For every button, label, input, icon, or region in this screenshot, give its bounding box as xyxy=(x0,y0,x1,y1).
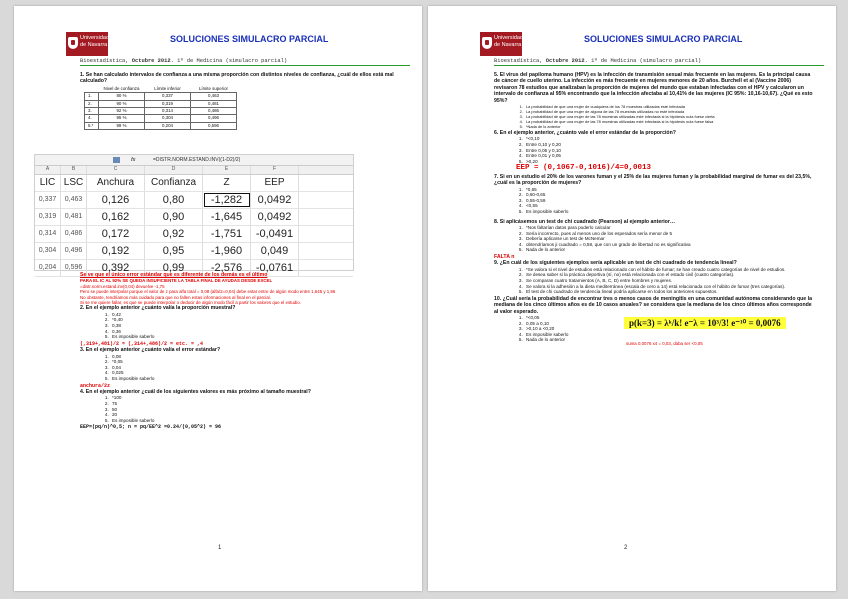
question-3-options xyxy=(80,354,400,382)
excel-cell: -2,576 xyxy=(203,260,251,276)
page1-content-lower xyxy=(80,272,400,431)
question-3-answer: anchura/2z xyxy=(80,382,111,389)
option-item: 2. *0,05 xyxy=(110,359,400,365)
excel-row xyxy=(35,192,353,209)
question-10-answer-block xyxy=(494,315,814,349)
option-item: 1. *Se valora si el nivel de estudios está relacionado con el hábito de fumar; se han creado cuatro categorías de nivel de estudios. xyxy=(524,267,814,273)
excel-header-row xyxy=(35,175,353,192)
excel-cell: 0,0492 xyxy=(251,209,299,225)
excel-column-letter: F xyxy=(251,166,299,174)
option-item: 1. *<0,05 xyxy=(524,315,814,321)
table-header-cell: Límite superior xyxy=(191,86,237,93)
excel-column-letter: D xyxy=(145,166,203,174)
question-7-options xyxy=(494,187,814,215)
excel-column-header xyxy=(35,166,353,175)
question-6-answer: EEP = (0,1067-0,1016)/4=0,0013 xyxy=(516,164,652,173)
option-item: 2. Sería incorrecto, pues al menos uno de los esperados sería menor de 5 xyxy=(524,231,814,237)
excel-cell: -1,751 xyxy=(203,226,251,242)
table-cell: 0,319 xyxy=(145,100,191,107)
table-cell: 3. xyxy=(85,108,99,115)
name-box-dropdown-icon xyxy=(113,157,120,163)
question-3: 3. En el ejemplo anterior ¿cuánto valía el error estándar? xyxy=(80,347,221,354)
course-subheader: Bioestadística, Octubre 2012. 1º de Medicina (simulacro parcial) xyxy=(80,58,410,66)
excel-cell: -1,282 xyxy=(203,192,251,208)
option-item: 5. Nada de lo anterior xyxy=(524,247,814,253)
table-cell: 2. xyxy=(85,100,99,107)
table-header-cell: Nivel de confianza xyxy=(99,86,145,93)
option-item: 4. Es imposible saberlo xyxy=(524,332,814,338)
table-cell: 0,337 xyxy=(145,93,191,100)
question-9: 9. ¿En cuál de los siguientes ejemplos sería aplicable un test de chi cuadrado de tendencia lineal? xyxy=(494,260,737,267)
option-item: 1. 0,42 xyxy=(110,312,400,318)
option-item: 1. *<0,10 xyxy=(524,136,814,142)
table-cell: 0,496 xyxy=(191,115,237,122)
excel-cell: 0,392 xyxy=(87,260,145,276)
option-item: 2. Se desea saber si la práctica deportiva (sí, no) está relacionada con el estado civil (cuatro categorías). xyxy=(524,272,814,278)
excel-cell: 0,0492 xyxy=(251,192,299,208)
excel-header-cell: Z xyxy=(203,175,251,191)
table-cell: 0,486 xyxy=(191,108,237,115)
table-cell: 92 % xyxy=(99,108,145,115)
excel-row xyxy=(35,226,353,243)
table-header-cell xyxy=(85,86,99,93)
option-item: 1. 0,08 xyxy=(110,354,400,360)
option-item: 2. 75 xyxy=(110,401,400,407)
question-10-note: suma 0,0076 x4 = 0,03, daba ser <0,05 xyxy=(626,340,703,346)
excel-cell: 0,304 xyxy=(35,243,61,259)
option-item: 4. 0,025 xyxy=(110,370,400,376)
option-item: 1. *0,65 xyxy=(524,187,814,193)
question-6-options xyxy=(494,136,814,164)
table-cell: 0,463 xyxy=(191,93,237,100)
poisson-formula: p(k=3) = λᵏ/k! e⁻λ = 10³/3! e⁻¹⁰ = 0,0076 xyxy=(624,317,786,329)
question-8: 8. Si aplicásemos un test de chi cuadrado (Pearson) al ejemplo anterior… xyxy=(494,218,676,225)
page-header xyxy=(66,32,406,58)
excel-rows xyxy=(35,192,353,277)
university-seal-icon xyxy=(482,37,492,49)
option-item: 5. Nada de lo anterior xyxy=(524,337,814,343)
page2-content xyxy=(494,72,814,349)
question-4-answer: EEP=(pq/n)^0,5; n = pq/EE^2 =0.24/(0,05^2) = 96 xyxy=(80,424,222,431)
fx-icon: fx xyxy=(131,157,136,163)
question-7: 7. Si en un estudio el 20% de los varones fuman y el 25% de las mujeres fuman y la probabilidad marginal de fumar es del 23,5%, ¿cuál es la proporción de mujeres? xyxy=(494,173,812,187)
option-item: 1. La probabilidad de que una mujer de cualquiera de los 78 muestras utilizadas esté infectada xyxy=(524,104,814,109)
question-9-options xyxy=(494,267,814,295)
option-item: 1. *Nos faltarían datos para poderlo calcular xyxy=(524,225,814,231)
excel-cell: 0,314 xyxy=(35,226,61,242)
option-item: 3. Debería aplicarse un test de McNemar xyxy=(524,236,814,242)
excel-cell: -0,0491 xyxy=(251,226,299,242)
note-1: Se ve que el único error estándar que es diferente de los demás es el último xyxy=(80,272,268,278)
excel-column-letter: B xyxy=(61,166,87,174)
option-item: 3. Se comparan cuatro tratamientos (A, B, C, D) entre hombres y mujeres. xyxy=(524,278,814,284)
option-item: 4. La probabilidad de que una mujer de las 78 muestras utilizadas esté infectada si la hipótesis nula fuese falsa xyxy=(524,119,814,124)
option-item: 3. 0,04 xyxy=(110,365,400,371)
question-2-answer: (,319+,481)/2 = (,314+,486)/2 = etc. = ,4 xyxy=(80,340,204,347)
note-6: Si se me quiere fallar, es que se puede interpolar o deducir de algún modo fácil a partir los valores que el estudio. xyxy=(80,300,301,306)
question-2: 2. En el ejemplo anterior ¿cuánto valía la proporción muestral? xyxy=(80,305,236,312)
table-cell: 80 % xyxy=(99,93,145,100)
university-seal-icon xyxy=(68,37,78,49)
table-cell: 0,596 xyxy=(191,122,237,129)
page1-content xyxy=(80,72,400,133)
course-subheader: Bioestadística, Octubre 2012. 1º de Medicina (simulacro parcial) xyxy=(494,58,824,66)
option-item: 1. *100 xyxy=(110,395,400,401)
option-item: 2. 0,05 a 0,10 xyxy=(524,321,814,327)
excel-row xyxy=(35,243,353,260)
page-header xyxy=(480,32,820,58)
excel-column-letter: A xyxy=(35,166,61,174)
excel-cell: -1,960 xyxy=(203,243,251,259)
table-row xyxy=(85,108,237,115)
excel-cell: 0,049 xyxy=(251,243,299,259)
document-title: SOLUCIONES SIMULACRO PARCIAL xyxy=(584,34,743,44)
option-item: 5. Es imposible saberlo xyxy=(110,376,400,382)
university-logo: Universidad de Navarra xyxy=(66,32,108,56)
question-4-options xyxy=(80,395,400,423)
note-2: PARA EL IC AL 92% SE QUEDA INSUFICIENTE LA TABLA FINAL DE AYUDAS DESDE EXCEL xyxy=(80,278,273,284)
excel-cell: 0,204 xyxy=(35,260,61,276)
page-number: 2 xyxy=(624,545,628,551)
excel-cell: 0,481 xyxy=(61,209,87,225)
option-item: 5. Es imposible saberlo xyxy=(110,334,400,340)
table-cell: 0,481 xyxy=(191,100,237,107)
excel-cell: 0,486 xyxy=(61,226,87,242)
table-cell: 90 % xyxy=(99,100,145,107)
excel-cell: 0,596 xyxy=(61,260,87,276)
table-row xyxy=(85,122,237,129)
excel-cell: 0,496 xyxy=(61,243,87,259)
excel-header-cell: LSC xyxy=(61,175,87,191)
question-8-options xyxy=(494,225,814,253)
excel-cell: 0,95 xyxy=(145,243,203,259)
note-3: =distr.norm.estand.inv(0,04) devuelve -1,75 xyxy=(80,283,165,289)
excel-cell: -0,0761 xyxy=(251,260,299,276)
table-cell: 1. xyxy=(85,93,99,100)
note-4: Pero se puede interpolar porque el valor de z para alfa total = 0,08 (alfa/2=0,04) debe estar entre de algún modo entre 1,645 y 1,96 xyxy=(80,289,336,295)
excel-cell: 0,99 xyxy=(145,260,203,276)
excel-cell: 0,126 xyxy=(87,192,145,208)
excel-cell: 0,319 xyxy=(35,209,61,225)
page-2 xyxy=(428,6,836,591)
excel-cell: 0,162 xyxy=(87,209,145,225)
excel-column-letter: E xyxy=(203,166,251,174)
table-cell: 99 % xyxy=(99,122,145,129)
option-item: 4. Se valora si la adhesión a la dieta mediterránea (escala de cero a 14) está relacionada con el hábito de fumar (tres categorías). xyxy=(524,284,814,290)
excel-cell: 0,80 xyxy=(145,192,203,208)
table-cell: 95 % xyxy=(99,115,145,122)
option-item: 4. obtendríamos ji cuadrado = 0,58, que con un grado de libertad no es significativa xyxy=(524,242,814,248)
question-6: 6. En el ejemplo anterior, ¿cuánto vale el error estándar de la proporción? xyxy=(494,130,676,137)
option-item: 4. 20 xyxy=(110,412,400,418)
option-item: 4. <0,55 xyxy=(524,203,814,209)
page-1 xyxy=(14,6,422,591)
table-row xyxy=(85,100,237,107)
table-cell: 0,304 xyxy=(145,115,191,122)
option-item: 3. >0,10 a <0,20 xyxy=(524,326,814,332)
option-item: 4. 0,36 xyxy=(110,329,400,335)
option-item: 2. Entre 0,10 y 0,20 xyxy=(524,142,814,148)
ci-table xyxy=(84,86,237,130)
option-item: 5. *Nada de lo anterior xyxy=(524,124,814,129)
table-cell: 5.* xyxy=(85,122,99,129)
option-item: 2. La probabilidad de que una mujer de alguna de las 78 muestras utilizadas no esté infectada xyxy=(524,109,814,114)
question-5-options xyxy=(494,104,814,129)
excel-header-cell: LIC xyxy=(35,175,61,191)
option-item: 3. Entre 0,05 y 0,10 xyxy=(524,148,814,154)
excel-cell: 0,463 xyxy=(61,192,87,208)
excel-cell: -1,645 xyxy=(203,209,251,225)
university-logo: Universidad de Navarra xyxy=(480,32,522,56)
note-5: No obstante, tendríamos más cuidado para que no fallen estas informaciones al final en el parcial. xyxy=(80,294,271,300)
question-1: 1. Se han calculado intervalos de confianza a una misma proporción con distintos niveles de confianza, ¿cuál de ellos está mal calculado? xyxy=(80,72,394,85)
option-item: 3. 0,38 xyxy=(110,323,400,329)
excel-header-cell: Confianza xyxy=(145,175,203,191)
question-8-note: FALTA n xyxy=(494,253,515,260)
table-row xyxy=(85,115,237,122)
formula-bar: fx =DISTR.NORM.ESTAND.INV((1-D2)/2) xyxy=(35,155,353,166)
table-header-cell: Límite inferior xyxy=(145,86,191,93)
excel-column-letter: C xyxy=(87,166,145,174)
option-item: 5. El test de chi cuadrado de tendencia lineal podría aplicarse en todos los anteriores supuestos. xyxy=(524,289,814,295)
excel-cell: 0,172 xyxy=(87,226,145,242)
excel-cell: 0,90 xyxy=(145,209,203,225)
option-item: 4. Entre 0,01 y 0,05 xyxy=(524,153,814,159)
question-10: 10. ¿Cuál sería la probabilidad de encontrar tres o menos casos de meningitis en una comunidad autónoma considerando que la mediana de los cinco últimos años es de 10 casos anuales? se considera que la mediana de los cinco últimos años corresponde al valor esperado. xyxy=(494,295,812,315)
document-title: SOLUCIONES SIMULACRO PARCIAL xyxy=(170,34,329,44)
table-row xyxy=(85,93,237,100)
option-item: 5. >0,20 xyxy=(524,159,814,165)
excel-cell: 0,92 xyxy=(145,226,203,242)
option-item: 3. La probabilidad de que una mujer de las 78 muestras utilizadas esté infectada si la hipótesis nula fuese cierta xyxy=(524,114,814,119)
option-item: 3. 50 xyxy=(110,407,400,413)
question-5: 5. El virus del papiloma humano (HPV) es la infección de transmisión sexual más frecuente en las mujeres. Es la principal causa de cáncer de cuello uterino. La infección es más frecuente en mujeres menores de 20 años. Burchell et al (Vaccine 2006) revisaron 78 estudios que analizaban la proporción de mujeres del mundo que estaban infectadas con el HPV y calcularon un intervalo de confianza al 95% encontrando que la infección afectaba al 10,41% de las mujeres (IC 95%: 10,16-10,67). ¿Qué es esto 95%? xyxy=(494,72,813,104)
question-2-options xyxy=(80,312,400,340)
table-cell: 0,314 xyxy=(145,108,191,115)
table-cell: 0,204 xyxy=(145,122,191,129)
excel-cell: 0,192 xyxy=(87,243,145,259)
table-cell: 4. xyxy=(85,115,99,122)
option-item: 3. 0,55-0,59 xyxy=(524,198,814,204)
option-item: 5. Es imposible saberlo xyxy=(110,418,400,424)
excel-header-cell: EEP xyxy=(251,175,299,191)
excel-cell: 0,337 xyxy=(35,192,61,208)
excel-row xyxy=(35,209,353,226)
page-number: 1 xyxy=(218,545,222,551)
option-item: 2. *0,40 xyxy=(110,317,400,323)
excel-screenshot xyxy=(34,154,354,274)
excel-header-cell: Anchura xyxy=(87,175,145,191)
question-4: 4. En el ejemplo anterior ¿cuál de los siguientes valores es más próximo al tamaño muestral? xyxy=(80,389,311,395)
option-item: 2. 0,60-0,65 xyxy=(524,192,814,198)
option-item: 5. Es imposible saberlo xyxy=(524,209,814,215)
